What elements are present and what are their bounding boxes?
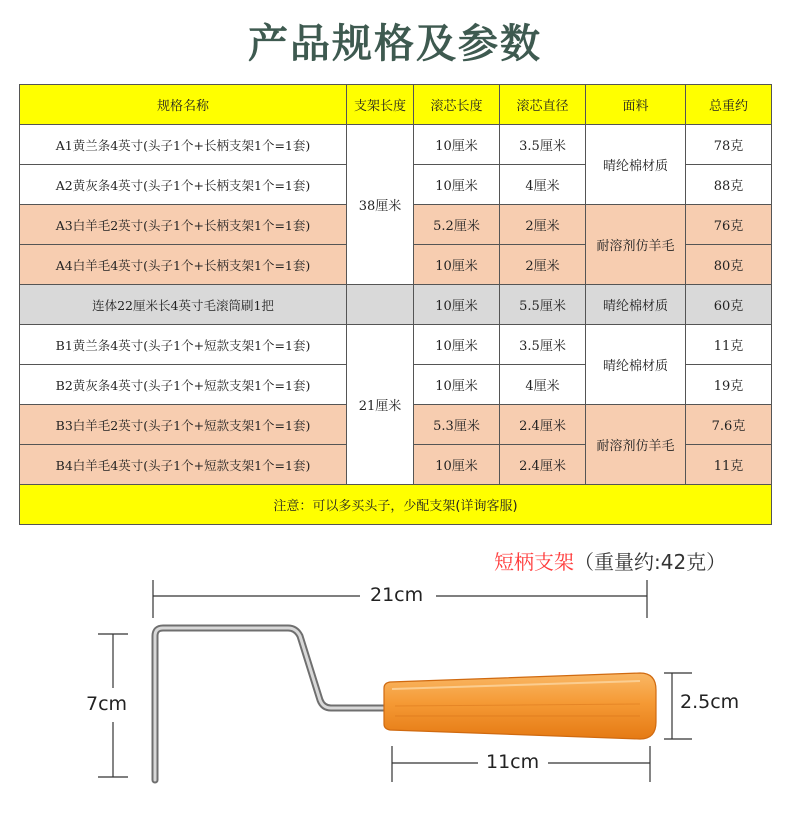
- cell-diameter: 2厘米: [500, 205, 586, 245]
- header-roller-diameter: 滚芯直径: [500, 85, 586, 125]
- header-spec-name: 规格名称: [20, 85, 347, 125]
- handle-length-label: 11cm: [482, 751, 543, 773]
- cell-bracket-a: 38厘米: [347, 125, 414, 285]
- header-weight: 总重约: [686, 85, 772, 125]
- cell-diameter: 3.5厘米: [500, 125, 586, 165]
- cell-diameter: 2.4厘米: [500, 405, 586, 445]
- cell-length: 10厘米: [414, 285, 500, 325]
- caption-weight: （重量约:42克）: [574, 550, 727, 574]
- page-title: 产品规格及参数: [248, 21, 542, 67]
- cell-name: B2黄灰条4英寸(头子1个+短款支架1个=1套): [20, 365, 347, 405]
- cell-length: 5.2厘米: [414, 205, 500, 245]
- cell-name: B1黄兰条4英寸(头子1个+短款支架1个=1套): [20, 325, 347, 365]
- cell-fabric-a12: 晴纶棉材质: [586, 125, 686, 205]
- note-text: 注意：可以多买头子，少配支架(详询客服): [20, 485, 772, 525]
- height-label: 7cm: [82, 693, 131, 715]
- cell-diameter: 4厘米: [500, 365, 586, 405]
- cell-weight: 80克: [686, 245, 772, 285]
- cell-name: A2黄灰条4英寸(头子1个+长柄支架1个=1套): [20, 165, 347, 205]
- cell-fabric: 晴纶棉材质: [586, 285, 686, 325]
- cell-diameter: 3.5厘米: [500, 325, 586, 365]
- width-label: 21cm: [366, 584, 427, 606]
- cell-name: B4白羊毛4英寸(头子1个+短款支架1个=1套): [20, 445, 347, 485]
- cell-weight: 19克: [686, 365, 772, 405]
- cell-weight: 11克: [686, 445, 772, 485]
- cell-weight: 78克: [686, 125, 772, 165]
- cell-length: 5.3厘米: [414, 405, 500, 445]
- cell-fabric-b34: 耐溶剂仿羊毛: [586, 405, 686, 485]
- cell-weight: 11克: [686, 325, 772, 365]
- cell-length: 10厘米: [414, 365, 500, 405]
- bracket-wire: [155, 628, 390, 780]
- header-bracket-length: 支架长度: [347, 85, 414, 125]
- handle-diameter-label: 2.5cm: [676, 691, 743, 713]
- cell-diameter: 2厘米: [500, 245, 586, 285]
- cell-name: A3白羊毛2英寸(头子1个+长柄支架1个=1套): [20, 205, 347, 245]
- cell-weight: 76克: [686, 205, 772, 245]
- cell-weight: 60克: [686, 285, 772, 325]
- cell-diameter: 4厘米: [500, 165, 586, 205]
- cell-weight: 88克: [686, 165, 772, 205]
- cell-name: 连体22厘米长4英寸毛滚筒刷1把: [20, 285, 347, 325]
- cell-length: 10厘米: [414, 165, 500, 205]
- cell-weight: 7.6克: [686, 405, 772, 445]
- header-fabric: 面料: [586, 85, 686, 125]
- caption-name: 短柄支架: [494, 550, 574, 574]
- cell-length: 10厘米: [414, 245, 500, 285]
- header-roller-length: 滚芯长度: [414, 85, 500, 125]
- cell-name: A4白羊毛4英寸(头子1个+长柄支架1个=1套): [20, 245, 347, 285]
- cell-length: 10厘米: [414, 445, 500, 485]
- cell-bracket-b: 21厘米: [347, 325, 414, 485]
- cell-length: 10厘米: [414, 125, 500, 165]
- cell-fabric-b12: 晴纶棉材质: [586, 325, 686, 405]
- cell-diameter: 5.5厘米: [500, 285, 586, 325]
- cell-name: B3白羊毛2英寸(头子1个+短款支架1个=1套): [20, 405, 347, 445]
- cell-fabric-a34: 耐溶剂仿羊毛: [586, 205, 686, 285]
- orange-handle: [384, 673, 656, 739]
- cell-name: A1黄兰条4英寸(头子1个+长柄支架1个=1套): [20, 125, 347, 165]
- cell-diameter: 2.4厘米: [500, 445, 586, 485]
- cell-length: 10厘米: [414, 325, 500, 365]
